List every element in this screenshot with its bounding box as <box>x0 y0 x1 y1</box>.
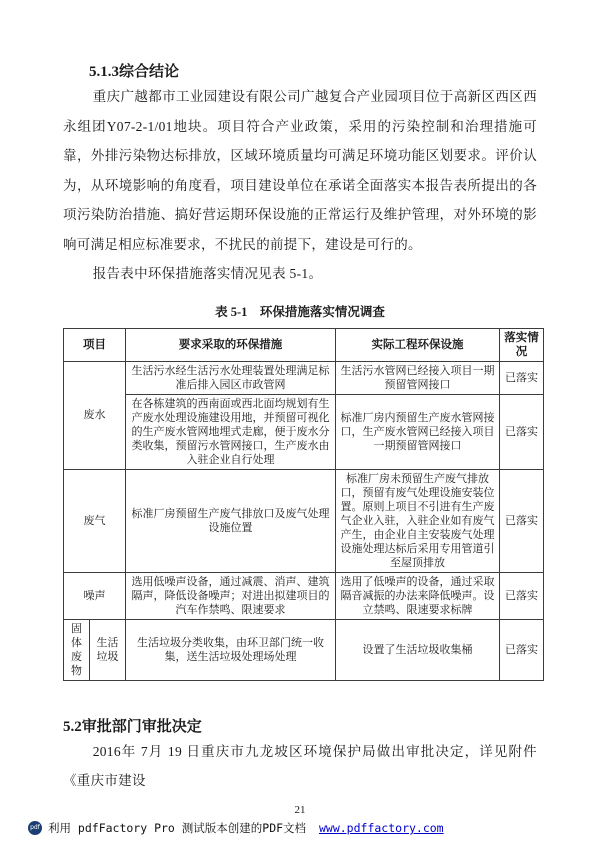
table-row <box>64 361 544 394</box>
table-row <box>64 394 544 469</box>
measures-table <box>63 328 544 681</box>
actual-cell: 设置了生活垃圾收集桶 <box>336 619 500 680</box>
page-number: 21 <box>294 803 306 816</box>
actual-cell: 生活污水管网已经接入项目一期预留管网接口 <box>336 361 500 394</box>
pdffactory-watermark <box>28 820 444 836</box>
table-row <box>64 572 544 619</box>
status-cell: 已落实 <box>500 572 544 619</box>
table-header-row <box>64 328 544 361</box>
status-cell: 已落实 <box>500 619 544 680</box>
required-cell: 在各栋建筑的西南面或西北面均规划有生产废水处理设施建设用地，并预留可视化的生产废水管网地埋式走廊，便于废水分类收集，预留污水管网接口，生产废水由入驻企业自行处理 <box>126 394 336 469</box>
category-cell-solidwaste-group: 固体废物 <box>64 619 90 680</box>
section-heading-52: 5.2审批部门审批决定 <box>63 718 202 735</box>
header-cell-status: 落实情况 <box>500 328 544 361</box>
header-cell-required: 要求采取的环保措施 <box>126 328 336 361</box>
category-cell-wastewater: 废水 <box>64 361 126 469</box>
approval-paragraph: 2016年 7月 19 日重庆市九龙坡区环境保护局做出审批决定，详见附件《重庆市建设 <box>63 743 537 788</box>
header-cell-actual: 实际工程环保设施 <box>336 328 500 361</box>
table-caption: 表 5-1 环保措施落实情况调查 <box>215 304 385 319</box>
status-cell: 已落实 <box>500 469 544 572</box>
table-row <box>64 619 544 680</box>
required-cell: 生活垃圾分类收集，由环卫部门统一收集，送生活垃圾处理场处理 <box>126 619 336 680</box>
required-cell: 选用低噪声设备，通过减震、消声、建筑隔声，降低设备噪声；对进出拟建项目的汽车作禁鸣、限速要求 <box>126 572 336 619</box>
section-heading-513: 5.1.3综合结论 <box>89 64 180 80</box>
actual-cell: 标准厂房未预留生产废气排放口，预留有废气处理设施安装位置。原则上项目不引进有生产废气企业入驻，入驻企业如有废气产生，由企业自主安装废气处理设施处理达标后采用专用管道引至屋顶排放 <box>336 469 500 572</box>
required-cell: 生活污水经生活污水处理装置处理满足标准后排入园区市政管网 <box>126 361 336 394</box>
category-cell-solidwaste-sub: 生活垃圾 <box>90 619 126 680</box>
conclusion-paragraph: 重庆广越都市工业园建设有限公司广越复合产业园项目位于高新区西区西永组团Y07-2-1/01地块。项目符合产业政策，采用的污染控制和治理措施可靠，外排污染物达标排放，区域环境质量均可满足环境功能区划要求。评价认为，从环境影响的角度看，项目建设单位在承诺全面落实本报告表所提出的各项污染防治措施、搞好营运期环保设施的正常运行及维护管理，对外环境的影响可满足相应标准要求，不扰民的前提下，建设是可行的。 <box>63 89 537 252</box>
required-cell: 标准厂房预留生产废气排放口及废气处理设施位置 <box>126 469 336 572</box>
watermark-text: 利用 pdfFactory Pro 测试版本创建的PDF文档 <box>48 821 313 835</box>
category-cell-wastegas: 废气 <box>64 469 126 572</box>
pdffactory-logo-icon: pdf <box>28 821 42 835</box>
status-cell: 已落实 <box>500 394 544 469</box>
pdffactory-link[interactable]: www.pdffactory.com <box>318 821 444 835</box>
table-reference-paragraph: 报告表中环保措施落实情况见表 5-1。 <box>92 266 323 281</box>
status-cell: 已落实 <box>500 361 544 394</box>
category-cell-noise: 噪声 <box>64 572 126 619</box>
header-cell-item: 项目 <box>64 328 126 361</box>
actual-cell: 标准厂房内预留生产废水管网接口，生产废水管网已经接入项目一期预留管网接口 <box>336 394 500 469</box>
actual-cell: 选用了低噪声的设备，通过采取隔音减振的办法来降低噪声。设立禁鸣、限速要求标牌 <box>336 572 500 619</box>
table-row <box>64 469 544 572</box>
